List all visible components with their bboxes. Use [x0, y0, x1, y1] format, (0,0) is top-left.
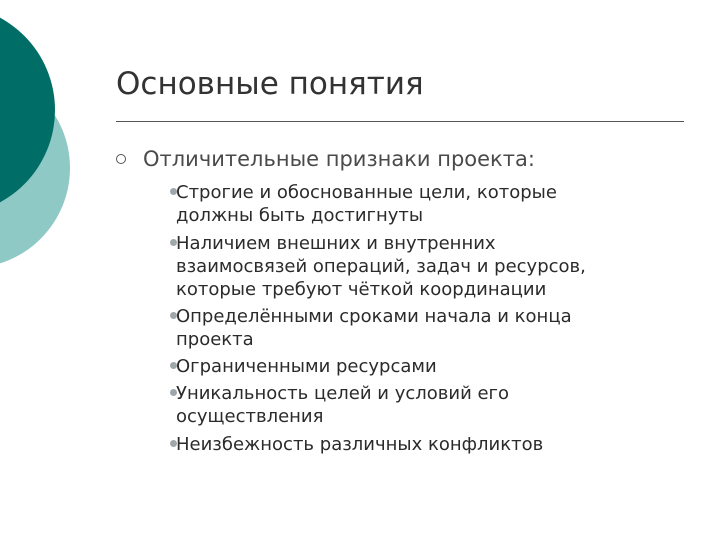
level1-bullet-row: [116, 147, 535, 171]
list-item-text: Строгие и обоснованные цели, которые должны быть достигнуты: [176, 182, 557, 226]
slide-title: Основные понятия: [116, 66, 424, 102]
decorative-circles: [0, 0, 110, 300]
title-divider: [116, 121, 684, 122]
list-item-text: Уникальность целей и условий его осуществления: [176, 383, 510, 427]
ring-bullet-icon: [116, 154, 126, 164]
list-item-text: Неизбежность различных конфликтов: [176, 434, 544, 455]
list-item-text: Ограниченными ресурсами: [176, 356, 437, 377]
section-heading: Отличительные признаки проекта:: [143, 147, 535, 171]
list-item-text: Определёнными сроками начала и конца проекта: [176, 306, 572, 350]
list-item-text: Наличием внешних и внутренних взаимосвязей операций, задач и ресурсов, которые требуют чёткой координации: [176, 233, 586, 300]
